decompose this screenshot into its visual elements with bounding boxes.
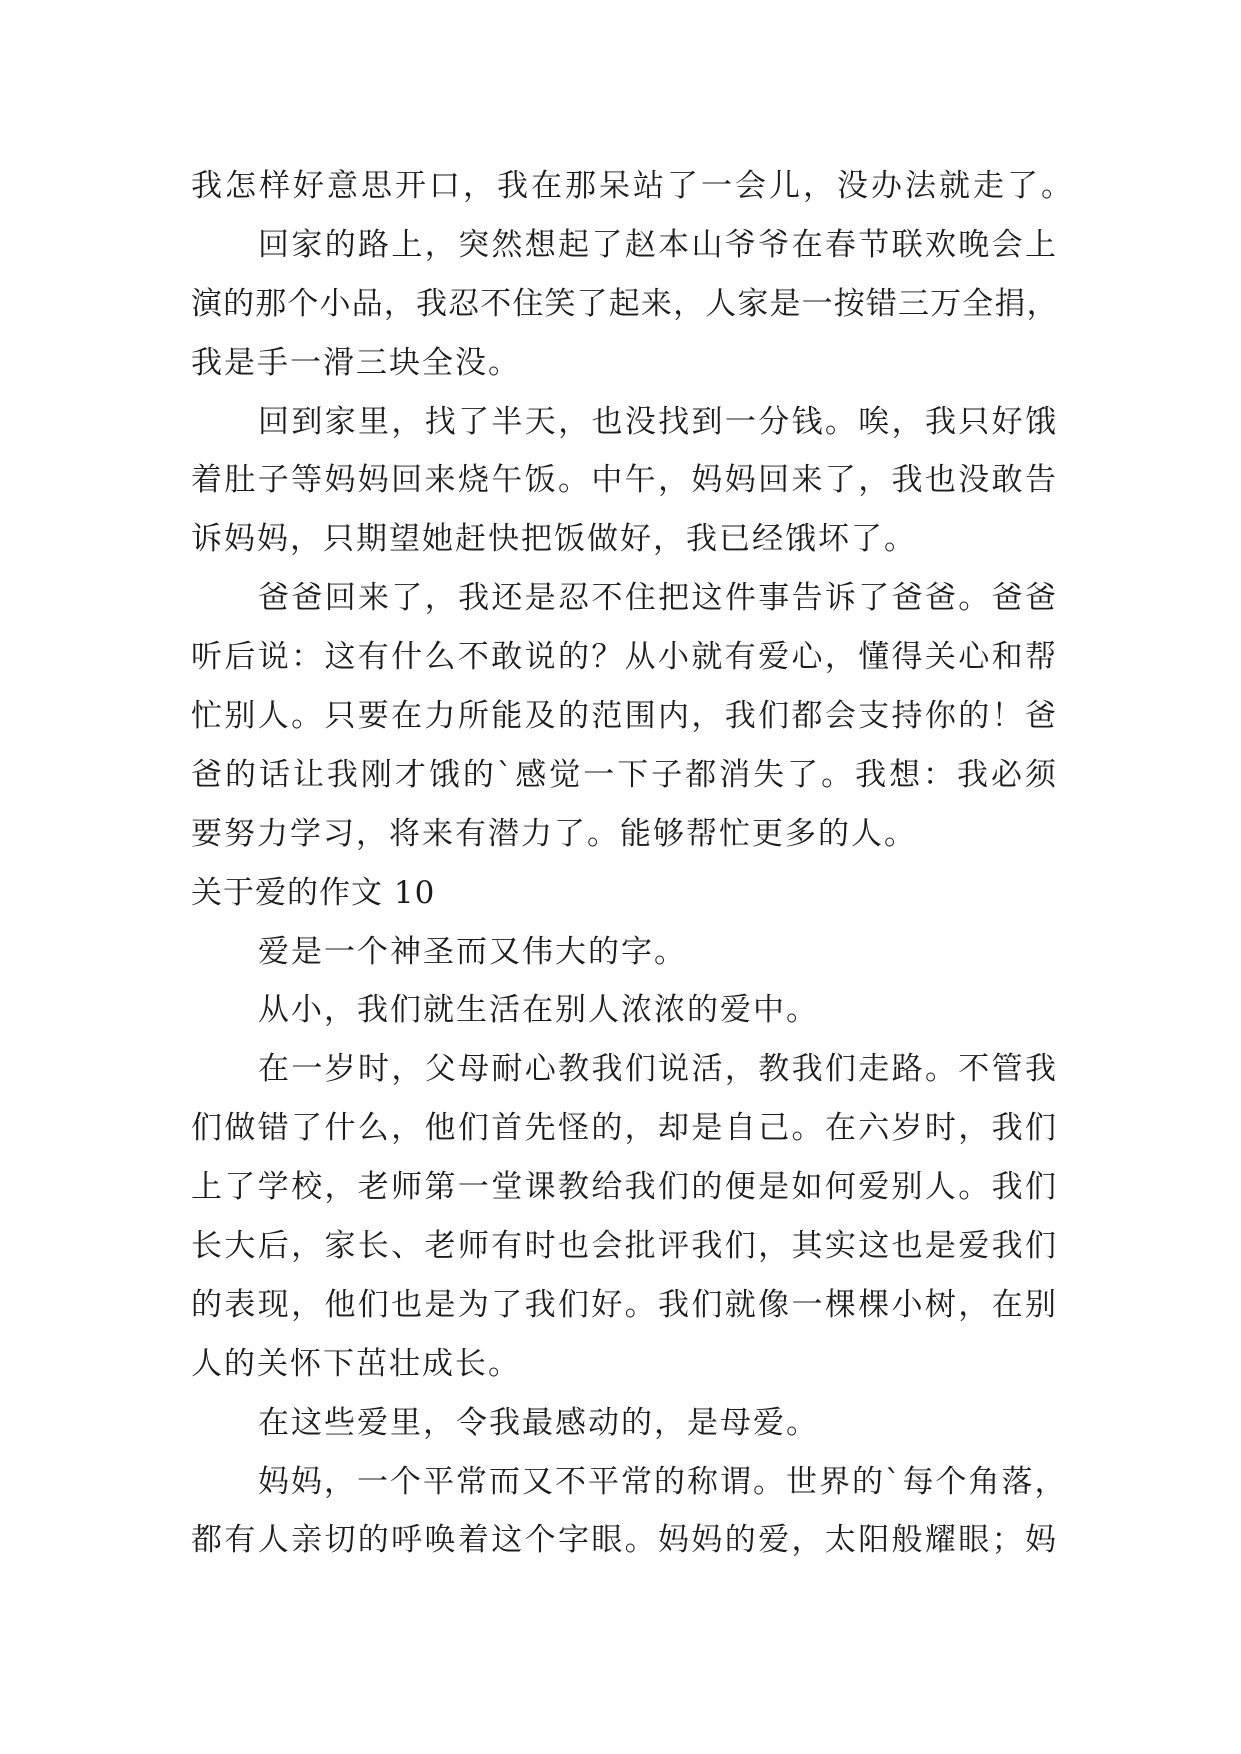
text-line: 爱是一个神圣而又伟大的字。 [258, 933, 687, 970]
paragraph [191, 981, 1058, 1040]
text-line: 们做错了什么，他们首先怪的，却是自己。在六岁时，我们 [191, 1110, 1058, 1147]
document-body [191, 157, 1075, 1570]
text-line: 人的关怀下茁壮成长。 [191, 1345, 521, 1382]
text-line: 着肚子等妈妈回来烧午饭。中午，妈妈回来了，我也没敢告 [191, 462, 1058, 499]
text-line: 爸的话让我刚才饿的`感觉一下子都消失了。我想：我必须 [191, 756, 1058, 793]
paragraph [191, 216, 1058, 393]
text-line: 回到家里，找了半天，也没找到一分钱。唉，我只好饿 [258, 403, 1058, 440]
paragraph [191, 393, 1058, 570]
text-line: 爸爸回来了，我还是忍不住把这件事告诉了爸爸。爸爸 [258, 580, 1058, 617]
heading-text: 关于爱的作文 10 [191, 874, 436, 911]
text-line: 回家的路上，突然想起了赵本山爷爷在春节联欢晚会上 [258, 226, 1058, 263]
text-line: 上了学校，老师第一堂课教给我们的便是如何爱别人。我们 [191, 1169, 1058, 1206]
text-line: 我怎样好意思开口，我在那呆站了一会儿，没办法就走了。 [191, 168, 1075, 204]
paragraph [191, 157, 1075, 216]
text-line: 从小，我们就生活在别人浓浓的爱中。 [258, 992, 819, 1029]
text-line: 的表现，他们也是为了我们好。我们就像一棵棵小树，在别 [191, 1286, 1058, 1323]
text-line: 听后说：这有什么不敢说的？从小就有爱心，懂得关心和帮 [191, 639, 1058, 676]
text-line: 都有人亲切的呼唤着这个字眼。妈妈的爱，太阳般耀眼；妈 [191, 1522, 1058, 1559]
text-line: 妈妈，一个平常而又不平常的称谓。世界的`每个角落， [258, 1463, 1068, 1500]
text-line: 演的那个小品，我忍不住笑了起来，人家是一按错三万全捐， [191, 285, 1058, 322]
text-line: 长大后，家长、老师有时也会批评我们，其实这也是爱我们 [191, 1228, 1058, 1265]
paragraph [191, 923, 1058, 982]
text-line: 在这些爱里，令我最感动的，是母爱。 [258, 1404, 819, 1441]
section-heading [191, 864, 1058, 923]
paragraph [191, 1394, 1058, 1453]
text-line: 要努力学习，将来有潜力了。能够帮忙更多的人。 [191, 815, 917, 852]
text-line: 忙别人。只要在力所能及的范围内，我们都会支持你的！爸 [191, 698, 1058, 735]
paragraph [191, 1453, 1068, 1571]
text-line: 诉妈妈，只期望她赶快把饭做好，我已经饿坏了。 [191, 521, 917, 558]
text-line: 我是手一滑三块全没。 [191, 344, 521, 381]
paragraph [191, 1040, 1058, 1393]
text-line: 在一岁时，父母耐心教我们说活，教我们走路。不管我 [258, 1051, 1058, 1088]
paragraph [191, 569, 1058, 863]
